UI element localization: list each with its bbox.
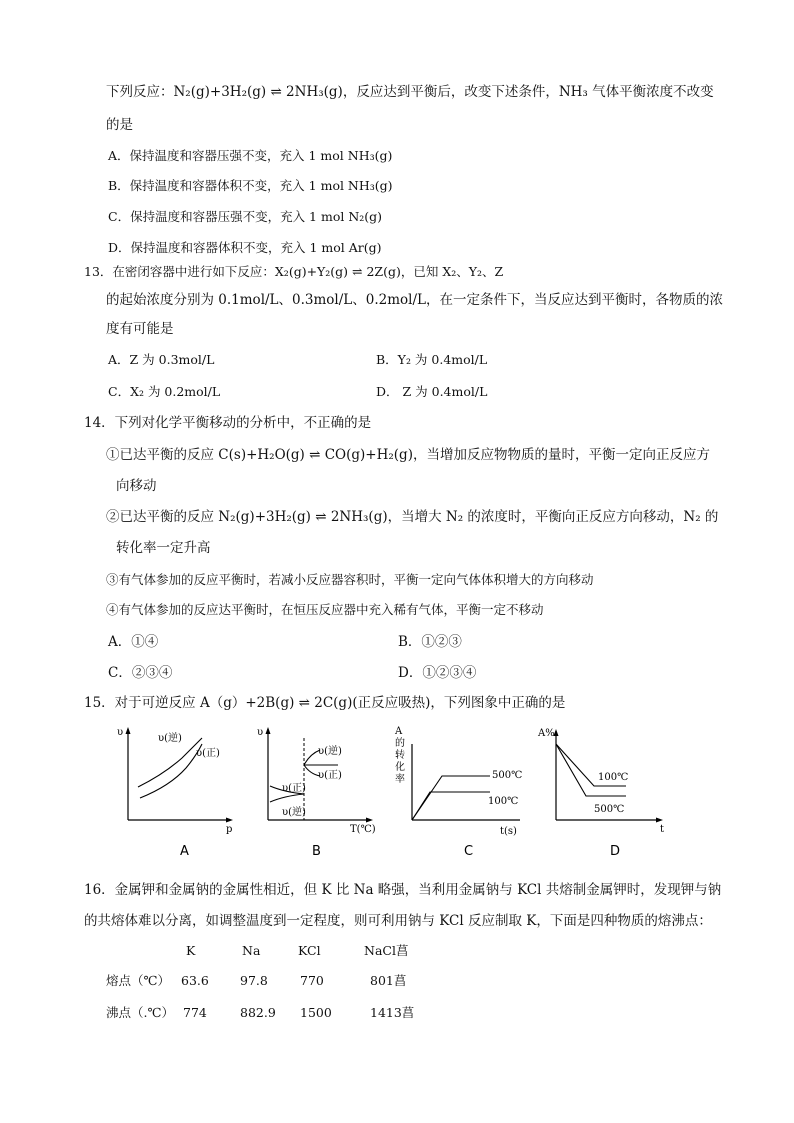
graph-a-label-reverse: υ(逆) xyxy=(158,733,182,744)
q13-option-d: D． Z 为 0.4mol/L xyxy=(376,384,488,399)
graph-c-x-label: t(s) xyxy=(500,826,517,837)
q13-option-a: A．Z 为 0.3mol/L xyxy=(108,352,215,367)
graph-a-forward-curve xyxy=(140,744,202,798)
q16-header-na: Na xyxy=(242,943,261,958)
graph-d-curve-500 xyxy=(556,744,629,796)
graph-c-curve-100 xyxy=(412,792,490,820)
q16-cell: 1413菖 xyxy=(370,1005,415,1020)
q16-cell: 882.9 xyxy=(240,1005,276,1020)
graph-c-y-label-5: 率 xyxy=(395,774,405,785)
graph-d-caption: D xyxy=(610,844,621,859)
q14-statement-4: ④有气体参加的反应达平衡时，在恒压反应器中充入稀有气体，平衡一定不移动 xyxy=(106,602,544,617)
graph-c-y-label-3: 转 xyxy=(395,750,405,761)
graph-d-x-label: t xyxy=(660,824,665,835)
q14-statement-3: ③有气体参加的反应平衡时，若减小反应器容积时，平衡一定向气体体积增大的方向移动 xyxy=(106,572,594,587)
q16-cell: 97.8 xyxy=(240,973,268,988)
graph-b-x-label: T(℃) xyxy=(350,824,376,835)
graph-a-y-label: υ xyxy=(117,727,124,738)
graph-b-label-upper-reverse: υ(逆) xyxy=(318,746,342,757)
graph-c-y-label-4: 化 xyxy=(395,762,405,773)
graph-b-label-lower-forward: υ(正) xyxy=(282,783,306,794)
q16-header-k: K xyxy=(186,943,196,958)
graph-c-label-500: 500℃ xyxy=(492,770,523,781)
q15-graph-a xyxy=(112,724,242,864)
q12-stem-line1: 下列反应：N₂(g)+3H₂(g) ⇌ 2NH₃(g)，反应达到平衡后，改变下述条件，NH₃ 气体平衡浓度不改变 xyxy=(106,84,714,100)
q13-stem-line1: 13．在密闭容器中进行如下反应：X₂(g)+Y₂(g) ⇌ 2Z(g)，已知 X₂、Y₂、Z xyxy=(84,264,504,279)
q16-row-label: 熔点（℃） xyxy=(106,973,170,988)
q12-stem-line2: 的是 xyxy=(106,117,133,133)
graph-c-curve-500 xyxy=(412,776,490,820)
q16-header-nacl: NaCl菖 xyxy=(364,943,409,958)
graph-a-label-forward: υ(正) xyxy=(196,748,220,759)
graph-a-x-label: p xyxy=(226,824,233,835)
q16-stem-line1: 16．金属钾和金属钠的金属性相近，但 K 比 Na 略强，当利用金属钠与 KCl 共熔制金属钾时，发现钾与钠 xyxy=(84,882,722,898)
q14-statement-1-line1: ①已达平衡的反应 C(s)+H₂O(g) ⇌ CO(g)+H₂(g)，当增加反应物物质的量时，平衡一定向正反应方 xyxy=(106,447,710,463)
graph-b-lower-reverse-curve xyxy=(270,794,304,802)
q16-cell: 774 xyxy=(183,1005,207,1020)
q12-option-b: B．保持温度和容器体积不变，充入 1 mol NH₃(g) xyxy=(108,178,393,193)
q13-stem-line2: 的起始浓度分别为 0.1mol/L、0.3mol/L、0.2mol/L，在一定条件下，当反应达到平衡时，各物质的浓 xyxy=(106,292,723,308)
q13-stem-line3: 度有可能是 xyxy=(106,321,174,337)
q12-option-c: C．保持温度和容器压强不变，充入 1 mol N₂(g) xyxy=(108,209,383,224)
graph-b-label-upper-forward: υ(正) xyxy=(318,770,342,781)
graph-d-label-100: 100℃ xyxy=(598,772,629,783)
q16-cell: 63.6 xyxy=(181,973,209,988)
q14-statement-1-line2: 向移动 xyxy=(116,478,157,494)
q16-cell: 801菖 xyxy=(370,973,407,988)
graph-c-caption: C xyxy=(464,844,474,859)
q14-stem: 14．下列对化学平衡移动的分析中，不正确的是 xyxy=(84,415,372,431)
graph-b-y-label: υ xyxy=(257,727,264,738)
q16-stem-line2: 的共熔体难以分离，如调整温度到一定程度，则可利用钠与 KCl 反应制取 K，下面是四种物质的熔沸点： xyxy=(84,913,712,929)
graph-b-caption: B xyxy=(312,844,321,859)
q12-option-a: A．保持温度和容器压强不变，充入 1 mol NH₃(g) xyxy=(108,148,393,163)
q16-header-kcl: KCl xyxy=(298,943,321,958)
graph-b-label-lower-reverse: υ(逆) xyxy=(282,807,306,818)
q14-option-d: D．①②③④ xyxy=(398,665,477,681)
q16-cell: 770 xyxy=(300,973,324,988)
graph-a-reverse-curve xyxy=(138,738,202,787)
q12-option-d: D．保持温度和容器体积不变，充入 1 mol Ar(g) xyxy=(108,240,382,255)
graph-d-y-label: A% xyxy=(538,728,555,739)
q14-statement-2-line2: 转化率一定升高 xyxy=(116,540,211,556)
q15-graph-c xyxy=(394,724,534,864)
graph-c-y-label-2: 的 xyxy=(395,738,405,749)
graph-a-caption: A xyxy=(180,844,189,859)
q13-option-b: B．Y₂ 为 0.4mol/L xyxy=(376,352,488,367)
q14-statement-2-line1: ②已达平衡的反应 N₂(g)+3H₂(g) ⇌ 2NH₃(g)，当增大 N₂ 的浓度时，平衡向正反应方向移动，N₂ 的 xyxy=(106,509,719,525)
q16-row-label: 沸点（.℃） xyxy=(106,1005,174,1020)
q15-graph-b xyxy=(254,724,384,864)
q14-option-b: B．①②③ xyxy=(398,634,462,650)
graph-c-y-label-1: A xyxy=(395,726,403,737)
graph-c-label-100: 100℃ xyxy=(488,796,519,807)
graph-d-label-500: 500℃ xyxy=(594,804,625,815)
q14-option-c: C．②③④ xyxy=(108,665,173,681)
q15-stem: 15．对于可逆反应 A（g）+2B(g) ⇌ 2C(g)(正反应吸热)，下列图象中正确的是 xyxy=(84,695,566,711)
q14-option-a: A．①④ xyxy=(108,634,159,650)
q13-option-c: C．X₂ 为 0.2mol/L xyxy=(108,384,221,399)
q15-graph-d xyxy=(538,724,678,864)
q16-cell: 1500 xyxy=(300,1005,332,1020)
